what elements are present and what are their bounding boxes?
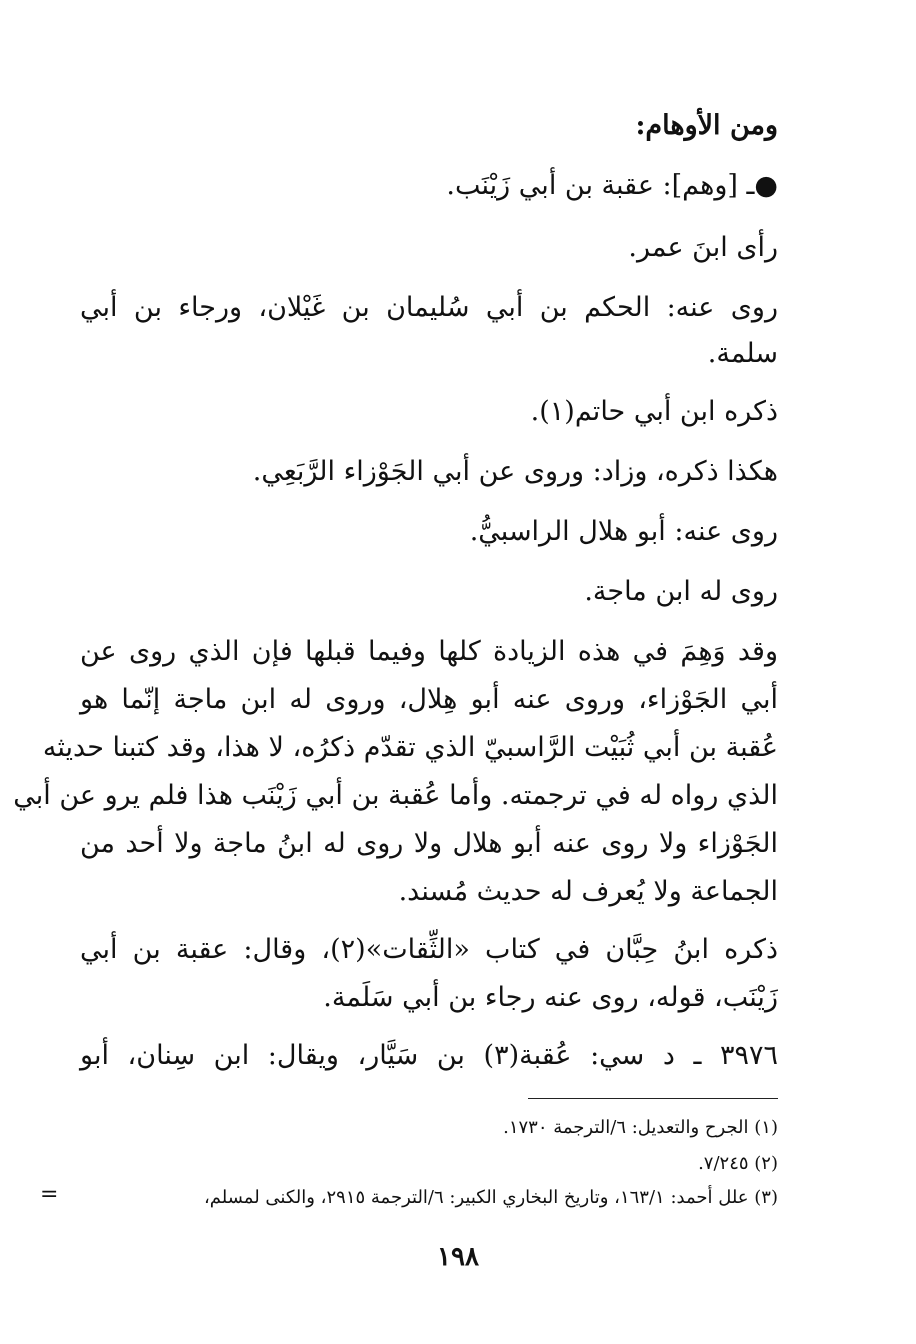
body-line: ذكره ابنُ حِبَّان في كتاب «الثِّقات»(٢)، وقال: عقبة بن أبي — [80, 934, 778, 965]
body-line: ذكره ابن أبي حاتم(١). — [530, 396, 778, 427]
body-line: روى عنه: الحكم بن أبي سُليمان بن غَيْلان، ورجاء بن أبي — [80, 292, 778, 323]
footnote-divider — [528, 1098, 778, 1099]
section-heading: ومن الأوهام: — [635, 110, 778, 141]
body-line: روى له ابن ماجة. — [584, 576, 778, 607]
body-line: الجَوْزاء ولا روى عنه أبو هلال ولا روى له ابنُ ماجة ولا أحد من — [80, 828, 778, 859]
footnote: (٢) ٧/٢٤٥. — [698, 1153, 778, 1174]
body-line: وقد وَهِمَ في هذه الزيادة كلها وفيما قبلها فإن الذي روى عن — [80, 636, 778, 667]
body-line: الذي رواه له في ترجمته. وأما عُقبة بن أبي زَيْنَب هذا فلم يرو عن أبي — [13, 780, 778, 811]
body-line: سلمة. — [707, 338, 778, 369]
page-number: ١٩٨ — [437, 1242, 479, 1272]
footnote: (١) الجرح والتعديل: ٦/الترجمة ١٧٣٠. — [503, 1117, 778, 1138]
entry-heading: ●ـ [وهم]: عقبة بن أبي زَيْنَب. — [446, 170, 778, 201]
footnote: (٣) علل أحمد: ١٦٣/١، وتاريخ البخاري الكبير: ٦/الترجمة ٢٩١٥، والكنى لمسلم، — [203, 1187, 778, 1208]
body-line: زَيْنَب، قوله، روى عنه رجاء بن أبي سَلَمة. — [323, 982, 778, 1013]
body-line: الجماعة ولا يُعرف له حديث مُسند. — [398, 876, 778, 907]
body-line: عُقبة بن أبي ثُبَيْت الرَّاسبيّ الذي تقدّم ذكرُه، لا هذا، وقد كتبنا حديثه — [42, 732, 778, 763]
body-line: رأى ابنَ عمر. — [628, 232, 778, 263]
body-line: أبي الجَوْزاء، وروى عنه أبو هِلال، وروى له ابن ماجة إنّما هو — [80, 684, 778, 715]
body-line: ٣٩٧٦ ـ د سي: عُقبة(٣) بن سَيَّار، ويقال: ابن سِنان، أبو — [80, 1040, 778, 1071]
continuation-mark: = — [40, 1182, 59, 1207]
body-line: هكذا ذكره، وزاد: وروى عن أبي الجَوْزاء الرَّبَعِي. — [252, 456, 778, 487]
body-line: روى عنه: أبو هلال الراسبيُّ. — [469, 516, 778, 547]
